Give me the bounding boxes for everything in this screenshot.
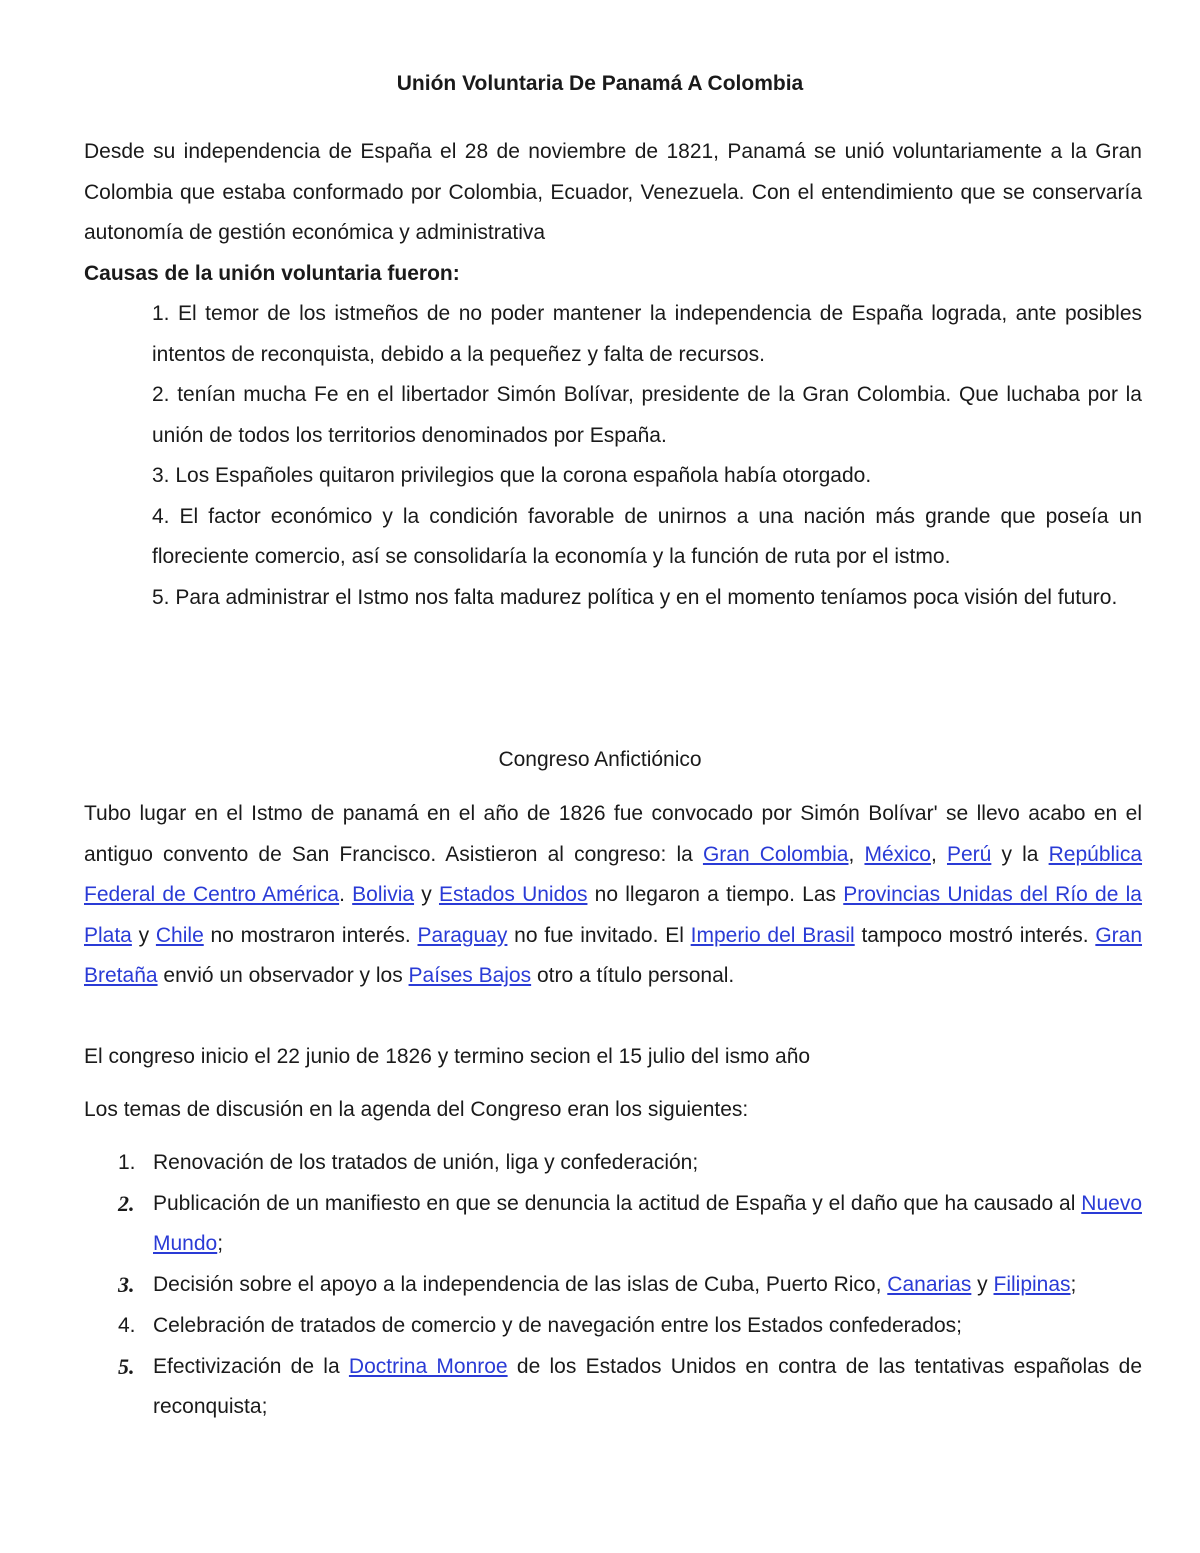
agenda-number: 5. bbox=[118, 1353, 135, 1379]
causes-heading: Causas de la unión voluntaria fueron: bbox=[84, 262, 460, 285]
agenda-text: Decisión sobre el apoyo a la independencia de las islas de Cuba, Puerto Rico, bbox=[153, 1273, 888, 1297]
agenda-number: 2. bbox=[118, 1190, 135, 1216]
link-chile[interactable]: Chile bbox=[155, 923, 204, 947]
congress-paragraph bbox=[84, 794, 1142, 997]
agenda-text: y bbox=[971, 1273, 994, 1297]
text-run: , bbox=[931, 842, 947, 866]
link-centro-america[interactable]: República Federal de Centro América bbox=[84, 842, 1143, 906]
link-bolivia[interactable]: Bolivia bbox=[352, 883, 415, 906]
text-run: y la bbox=[991, 842, 1049, 866]
text-run: , bbox=[848, 842, 865, 866]
causes-list bbox=[152, 294, 1142, 618]
cause-item: 1. El temor de los istmeños de no poder mantener la independencia de España lograda, ante posibles intentos de reconquista, debido a la pequeñez y falta de recursos. bbox=[152, 302, 1142, 366]
agenda-number: 4. bbox=[118, 1313, 136, 1337]
text-run: . bbox=[339, 883, 353, 906]
agenda-text: Renovación de los tratados de unión, liga y confederación; bbox=[153, 1151, 699, 1174]
dates-line: El congreso inicio el 22 junio de 1826 y termino secion el 15 julio del ismo año bbox=[84, 1045, 811, 1068]
agenda-list bbox=[84, 1143, 1142, 1428]
agenda-item bbox=[84, 1347, 1142, 1428]
cause-item: 4. El factor económico y la condición favorable de unirnos a una nación más grande que poseía un floreciente comercio, así se consolidaría la economía y la función de ruta por el istmo. bbox=[152, 504, 1142, 568]
text-run: tampoco mostró interés. bbox=[854, 923, 1096, 947]
link-gran-bretana[interactable]: Gran Bretaña bbox=[84, 923, 1143, 987]
agenda-item bbox=[84, 1265, 1142, 1306]
link-estados-unidos[interactable]: Estados Unidos bbox=[438, 883, 588, 906]
link-canarias[interactable]: Canarias bbox=[887, 1273, 972, 1297]
cause-item: 5. Para administrar el Istmo nos falta madurez política y en el momento teníamos poca visión del futuro. bbox=[152, 585, 1118, 609]
agenda-item bbox=[84, 1184, 1142, 1265]
link-peru[interactable]: Perú bbox=[946, 842, 992, 866]
link-mexico[interactable]: México bbox=[864, 842, 931, 866]
text-run: no llegaron a tiempo. Las bbox=[587, 883, 844, 906]
agenda-text: ; bbox=[1070, 1273, 1077, 1297]
agenda-text: ; bbox=[217, 1232, 224, 1256]
cause-item: 3. Los Españoles quitaron privilegios que la corona española había otorgado. bbox=[152, 464, 872, 487]
agenda-text: Publicación de un manifiesto en que se denuncia la actitud de España y el daño que ha causado al bbox=[153, 1191, 1082, 1215]
agenda-text: Celebración de tratados de comercio y de navegación entre los Estados confederados; bbox=[153, 1313, 962, 1337]
link-gran-colombia[interactable]: Gran Colombia bbox=[702, 842, 849, 866]
agenda-item bbox=[84, 1306, 1142, 1347]
agenda-text: Efectivización de la bbox=[153, 1354, 349, 1378]
agenda-number: 3. bbox=[118, 1272, 135, 1298]
section-title: Congreso Anfictiónico bbox=[498, 748, 702, 771]
link-imperio-brasil[interactable]: Imperio del Brasil bbox=[690, 923, 855, 947]
cause-item: 2. tenían mucha Fe en el libertador Simón Bolívar, presidente de la Gran Colombia. Que luchaba por la unión de todos los territorios denominados por España. bbox=[152, 383, 1142, 447]
document-title: Unión Voluntaria De Panamá A Colombia bbox=[396, 72, 804, 95]
link-filipinas[interactable]: Filipinas bbox=[993, 1273, 1071, 1297]
text-run: no mostraron interés. bbox=[203, 923, 418, 947]
text-run: no fue invitado. El bbox=[507, 923, 691, 947]
text-run: envió un observador y los bbox=[157, 964, 409, 987]
agenda-text: de los Estados Unidos en contra de las tentativas españolas de reconquista; bbox=[153, 1354, 1142, 1419]
link-doctrina-monroe[interactable]: Doctrina Monroe bbox=[348, 1354, 508, 1378]
link-paises-bajos[interactable]: Países Bajos bbox=[408, 964, 532, 987]
agenda-item bbox=[84, 1143, 1142, 1184]
text-run: y bbox=[414, 883, 439, 906]
topics-intro: Los temas de discusión en la agenda del Congreso eran los siguientes: bbox=[84, 1098, 749, 1121]
link-nuevo-mundo[interactable]: Nuevo Mundo bbox=[153, 1191, 1142, 1256]
text-run: y bbox=[131, 923, 156, 947]
agenda-number: 1. bbox=[118, 1151, 136, 1174]
text-run: otro a título personal. bbox=[531, 964, 735, 987]
link-rio-plata[interactable]: Provincias Unidas del Río de la Plata bbox=[84, 883, 1142, 947]
text-run: Tubo lugar en el Istmo de panamá en el año de 1826 fue convocado por Simón Bolívar' se llevo acabo en el antiguo convento de San Francisco. Asistieron al congreso: la bbox=[84, 802, 1142, 866]
link-paraguay[interactable]: Paraguay bbox=[417, 923, 508, 947]
intro-paragraph: Desde su independencia de España el 28 de noviembre de 1821, Panamá se unió voluntariamente a la Gran Colombia que estaba conformado por Colombia, Ecuador, Venezuela. Con el entendimiento que se conservaría autonomía de gestión económica y administrativa bbox=[84, 140, 1142, 244]
